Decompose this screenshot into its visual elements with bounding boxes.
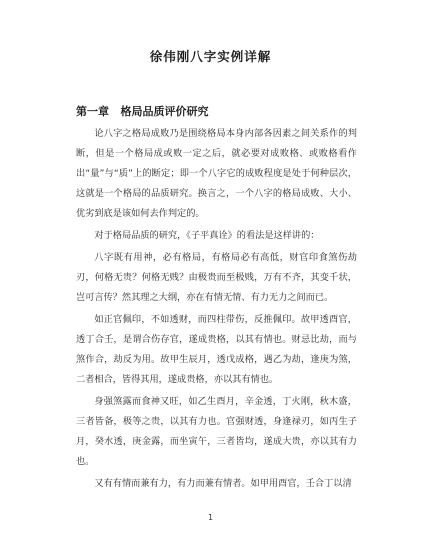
- paragraph: 对于格局品质的研究，《子平真诠》的看法是这样讲的：: [94, 230, 320, 241]
- body-text: [76, 124, 357, 496]
- paragraph: 论八字之格局成败乃是围绕格局本身内部各因素之间关系作的判断，但是一个格局成或败一定之后，就必要对成败格、或败格看作出“量”与“质”上的断定；即一个八字它的成败程度是处于何种层次，这就是一个格局的品质研究。换言之，一个八字的格局成败、大小、优劣到底是该如何去作判定的。: [76, 128, 357, 219]
- paragraph: 又有有情而兼有力，有力而兼有情者。如甲用酉官，壬合丁以清: [94, 478, 352, 489]
- page-number: 1: [207, 513, 214, 522]
- paragraph: 身强煞露而食神又旺，如乙生酉月，辛金透，丁火刚，秋木盛，三者皆备，极等之贵，以其有力也。官强财透，身逢禄刃，如丙生子月，癸水透，庚金露，而坐寅午，三者皆均，遂成大贵，亦以其有力也。: [76, 396, 357, 467]
- paragraph: 八字既有用神，必有格局，有格局必有高低，财官印食煞伤劫刃，何格无贵？何格无贱？由极贵而至极贱，万有不齐，其变千状，岂可言传？然其理之大纲，亦在有情无情、有力无力之间而已。: [76, 252, 357, 303]
- chapter-heading: 第一章 格局品质评价研究: [76, 105, 209, 118]
- paragraph: 如正官佩印，不如透财，而四柱带伤，反推佩印。故甲透酉官，透丁合壬，是谓合伤存官，遂成贵格，以其有情也。财忌比劫，而与煞作合，劫反为用。故甲生辰月，透戊成格，遇乙为劫，逢庚为煞，二者相合，皆得其用，遂成贵格，亦以其有情也。: [76, 314, 357, 385]
- document-title: 徐伟刚八字实例详解: [149, 49, 272, 64]
